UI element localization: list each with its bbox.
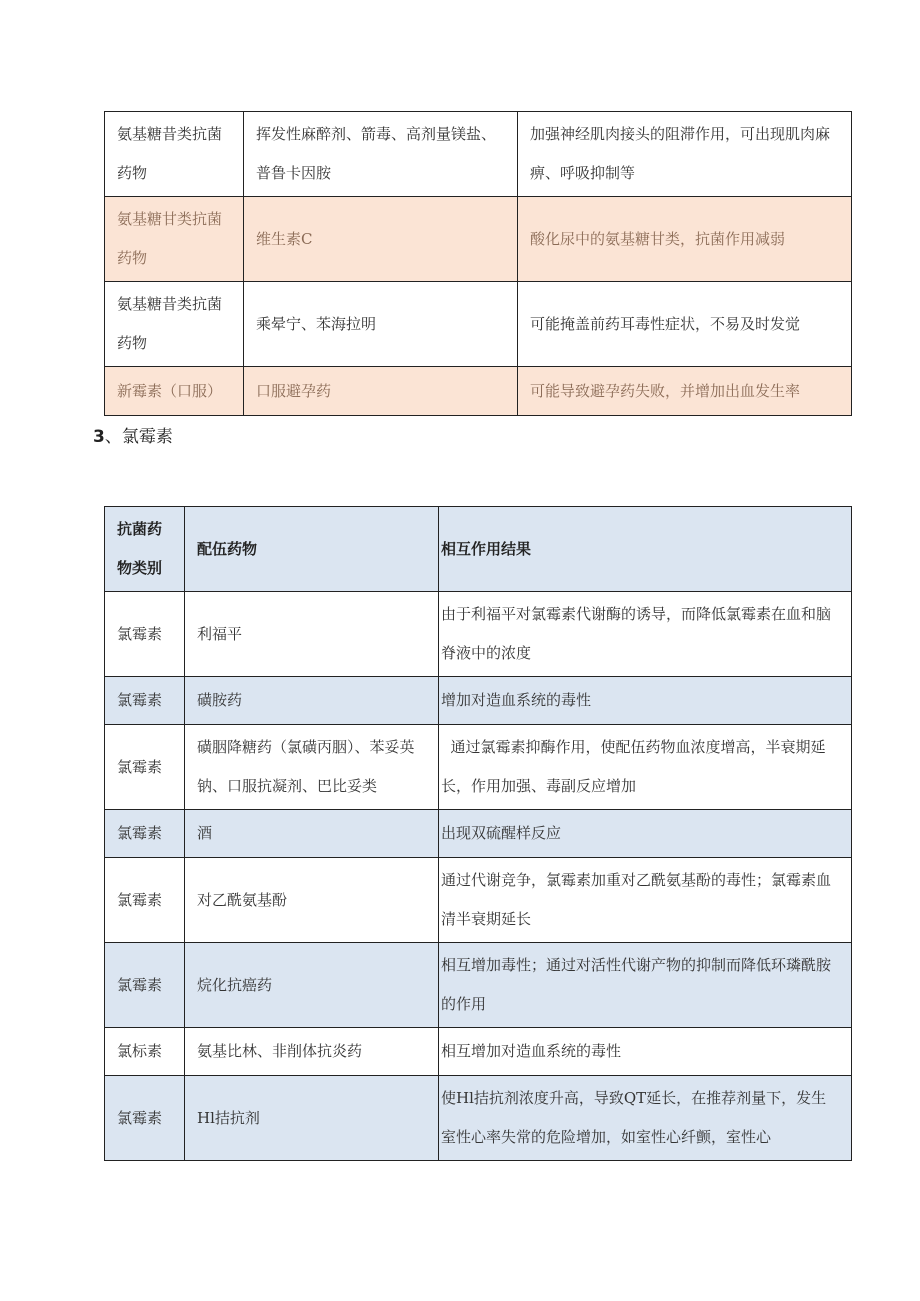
combined-drug-cell: 烷化抗癌药 [185,943,439,1028]
column-header-drug-class: 抗菌药物类别 [105,507,185,592]
section-heading [93,422,173,447]
drug-class-cell: 新霉素（口服） [105,367,244,416]
combined-drug-cell: 维生素C [244,197,518,282]
combined-drug-cell: 乘晕宁、苯海拉明 [244,282,518,367]
table-header-row [105,507,852,592]
drug-class-cell: 氨基糖甘类抗菌药物 [105,197,244,282]
drug-interaction-table-aminoglycosides [104,111,852,416]
interaction-result-cell: 酸化尿中的氨基糖甘类，抗菌作用减弱 [518,197,852,282]
table-row [105,810,852,858]
combined-drug-cell: 磺胭降糖药（氯磺丙胭）、苯妥英钠、口服抗凝剂、巴比妥类 [185,725,439,810]
drug-interaction-table-chloramphenicol [104,506,852,1161]
section-separator: 、 [104,427,122,447]
interaction-result-cell: 通过代谢竞争，氯霉素加重对乙酰氨基酚的毒性；氯霉素血清半衰期延长 [439,858,852,943]
table-row [105,197,852,282]
interaction-result-cell: 增加对造血系统的毒性 [439,677,852,725]
drug-class-cell: 氯霉素 [105,810,185,858]
table-row [105,112,852,197]
combined-drug-cell: 口服避孕药 [244,367,518,416]
table-row [105,367,852,416]
combined-drug-cell: 挥发性麻醉剂、箭毒、高剂量镁盐、普鲁卡因胺 [244,112,518,197]
table-row [105,858,852,943]
table-row [105,282,852,367]
interaction-result-cell: 出现双硫醒样反应 [439,810,852,858]
interaction-result-cell: 使Hl拮抗剂浓度升高，导致QT延长，在推荐剂量下，发生室性心率失常的危险增加，如室性心纤颤，室性心 [439,1076,852,1161]
interaction-result-cell: 相互增加对造血系统的毒性 [439,1028,852,1076]
drug-class-cell: 氯霉素 [105,943,185,1028]
interaction-result-cell: 加强神经肌肉接头的阻滞作用，可出现肌肉麻痹、呼吸抑制等 [518,112,852,197]
combined-drug-cell: 利福平 [185,592,439,677]
table-row [105,1076,852,1161]
interaction-result-cell: 通过氯霉素抑酶作用，使配伍药物血浓度增高，半衰期延长，作用加强、毒副反应增加 [439,725,852,810]
column-header-interaction-result: 相互作用结果 [439,507,852,592]
drug-class-cell: 氨基糖昔类抗菌药物 [105,112,244,197]
table-row [105,677,852,725]
table-row [105,1028,852,1076]
column-header-combined-drug: 配伍药物 [185,507,439,592]
section-number: 3 [93,427,105,447]
drug-class-cell: 氯霉素 [105,858,185,943]
combined-drug-cell: 对乙酰氨基酚 [185,858,439,943]
drug-class-cell: 氯霉素 [105,592,185,677]
drug-class-cell: 氯标素 [105,1028,185,1076]
combined-drug-cell: 氨基比林、非削体抗炎药 [185,1028,439,1076]
combined-drug-cell: Hl拮抗剂 [185,1076,439,1161]
table-row [105,725,852,810]
interaction-result-cell: 相互增加毒性；通过对活性代谢产物的抑制而降低环璘酰胺的作用 [439,943,852,1028]
combined-drug-cell: 磺胺药 [185,677,439,725]
drug-class-cell: 氯霉素 [105,725,185,810]
drug-class-cell: 氯霉素 [105,677,185,725]
combined-drug-cell: 酒 [185,810,439,858]
interaction-result-cell: 由于利福平对氯霉素代谢酶的诱导，而降低氯霉素在血和脑脊液中的浓度 [439,592,852,677]
drug-class-cell: 氨基糖昔类抗菌药物 [105,282,244,367]
drug-class-cell: 氯霉素 [105,1076,185,1161]
table-row [105,592,852,677]
interaction-result-cell: 可能掩盖前药耳毒性症状，不易及时发觉 [518,282,852,367]
table-row [105,943,852,1028]
interaction-result-cell: 可能导致避孕药失败，并增加出血发生率 [518,367,852,416]
section-title: 氯霉素 [121,427,173,447]
